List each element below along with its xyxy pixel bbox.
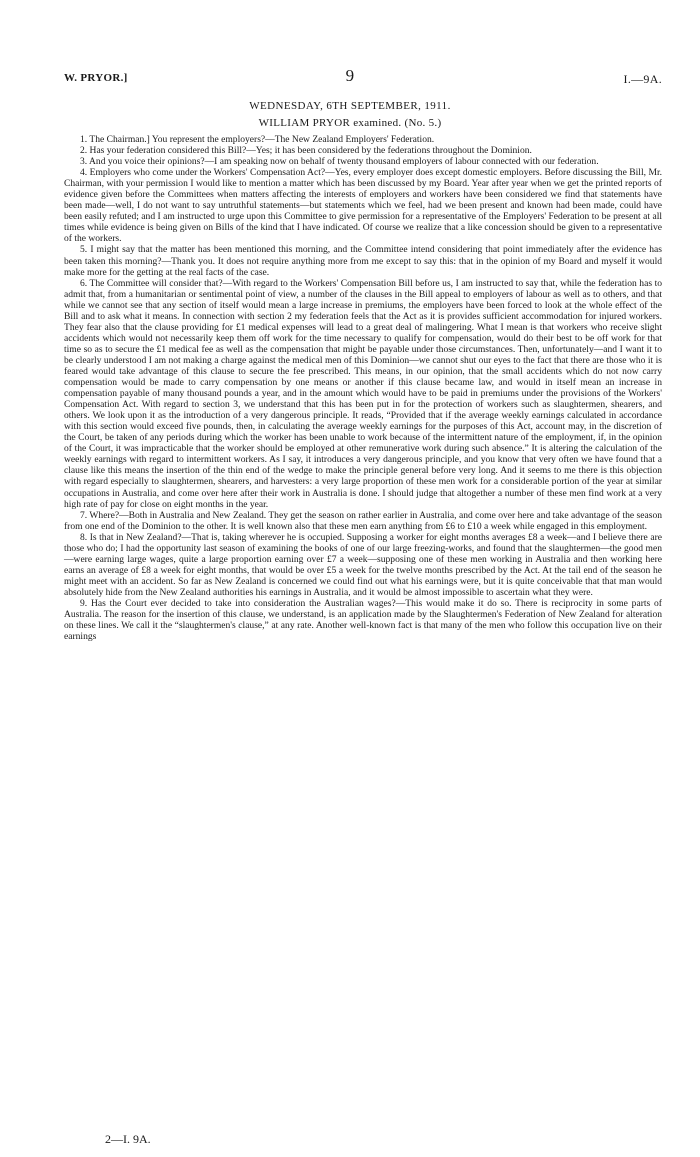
page-number: 9 — [345, 66, 355, 85]
running-header-left: W. PRYOR.] — [64, 72, 128, 84]
question-paragraph: 7. Where?—Both in Australia and New Zealand. They get the season on rather earlier in Australia, and come over here and take advantage of the season from one end of the Dominion to the other. It is well known also that these men earn anything from £6 to £10 a week while engaged in this employment. — [64, 509, 662, 532]
question-paragraph: 4. Employers who come under the Workers' Compensation Act?—Yes, every employer does except domestic employers. Before discussing the Bill, Mr. Chairman, with your permission I would like to mention a matter which has been discussed by my Board. Year after year when we get the printed reports of evidence given before the Committees when matters affecting the interests of employers and workers have been considered we find that statements have been made—well, I do not want to say untruthful statements—but statements which we feel, had we been present and known had been made, could have been easily refuted; and I am instructed to urge upon this Committee to give permission for a representative of the Employers' Federation to be present at all times while evidence is being given on Bills of the kind that I have indicated. Of course we realize that a like concession should be given to a representative of the workers. — [64, 167, 662, 245]
question-paragraph: 6. The Committee will consider that?—With regard to the Workers' Compensation Bill before us, I am instructed to say that, while the federation has to admit that, from a humanitarian or sentimental point of view, a number of the clauses in the Bill appeal to employers of labour as well as to others, and that while we cannot see that any section of itself would mean a large increase in premiums, the employers have been forced to look at the whole effect of the Bill and to ask what it means. In connection with section 2 my federation feels that the Act as it is provides sufficient accommodation for injured workers. They fear also that the clause providing for £1 medical expenses will lead to a great deal of malingering. What I mean is that workers who receive slight accidents which would not necessarily keep them off work for the time necessary to qualify for compensation, would do their best to be off work for that time so as to secure the £1 medical fee as well as the compensation that might be payable under those circumstances. Then, unfortunately—and I want it to be clearly understood I am not making a charge against the medical men of this Dominion—we cannot shut our eyes to the fact that there are those who it is feared would take advantage of this clause to secure the fee prescribed. This means, in our opinion, that the small accidents which do not now carry compensation would be made to carry compensation by one means or another if this clause became law, and would in itself mean an increase in compensation payable of many thousand pounds a year, and in the amount which would have to be paid in premiums under the provisions of the Workers' Compensation Act. With regard to section 3, we understand that this has been put in for the protection of workers such as slaughtermen, shearers, and others. We look upon it as the introduction of a very dangerous principle. It reads, “Provided that if the average weekly earnings calculated in accordance with this section would exceed five pounds, then, in calculating the average weekly earnings for the purposes of this Act, account may, in the discretion of the Court, be taken of any periods during which the worker has been unable to work because of the intermittent nature of the employment, if, in the opinion of the Court, it was impracticable that the worker should be employed at other remunerative work during such absence.” It is altering the calculation of the weekly earnings with regard to intermittent workers. As I say, it introduces a very dangerous principle, and you know that very often we have found that a clause like this means the insertion of the thin end of the wedge to make the principle general before very long. And it seems to me there is this objection with regard especially to slaughtermen, shearers, and harvesters: a very large proportion of these men work for a considerable portion of the year at similar occupations in Australia, and come over here after their work in Australia is done. I should judge that altogether a number of these men find work at a very high rate of pay for close on eight months in the year. — [64, 277, 662, 510]
evidence-body — [64, 134, 662, 642]
question-paragraph: 9. Has the Court ever decided to take into consideration the Australian wages?—This would make it do so. There is reciprocity in some parts of Australia. The reason for the insertion of this clause, we understand, is an application made by the Slaughtermen's Federation of New Zealand for alteration on these lines. We call it the “slaughtermen's clause,” at any rate. Another well-known fact is that many of the men who follow this occupation live on their earnings — [64, 597, 662, 643]
witness-heading: WILLIAM PRYOR examined. (No. 5.) — [258, 117, 442, 129]
running-header-right: I.—9A. — [623, 72, 662, 86]
question-paragraph: 1. The Chairman.] You represent the employers?—The New Zealand Employers' Federation. — [80, 134, 435, 145]
question-paragraph: 5. I might say that the matter has been mentioned this morning, and the Committee intend considering that point immediately after the evidence has been taken this morning?—Thank you. It does not require anything more from me except to say this: that in the opinion of my Board and myself it would make more for the getting at the real facts of the case. — [64, 244, 662, 278]
session-date-heading: WEDNESDAY, 6TH SEPTEMBER, 1911. — [249, 100, 451, 112]
question-paragraph: 3. And you voice their opinions?—I am speaking now on behalf of twenty thousand employers of labour connected with our federation. — [80, 156, 599, 168]
question-paragraph: 8. Is that in New Zealand?—That is, taking wherever he is occupied. Supposing a worker for eight months averages £8 a week—and I believe there are those who do; I had the opportunity last season of examining the books of one of our large freezing-works, and found that the slaughtermen—the good men—were earning large wages, quite a large proportion earning over £7 a week—supposing one of these men working in Australia and then working here earns an average of £8 a week for eight months, that would be over £5 a week for the twelve months prescribed by the Act. At the tail end of the season he might meet with an accident. So far as New Zealand is concerned we could find out what his earnings were, but it is quite conceivable that that man would absolutely hide from the New Zealand authorities his earnings in Australia, and it would be almost impossible to ascertain what they were. — [64, 531, 662, 598]
question-paragraph: 2. Has your federation considered this Bill?—Yes; it has been considered by the federations throughout the Dominion. — [80, 145, 532, 157]
signature-mark: 2—I. 9A. — [105, 1132, 151, 1146]
